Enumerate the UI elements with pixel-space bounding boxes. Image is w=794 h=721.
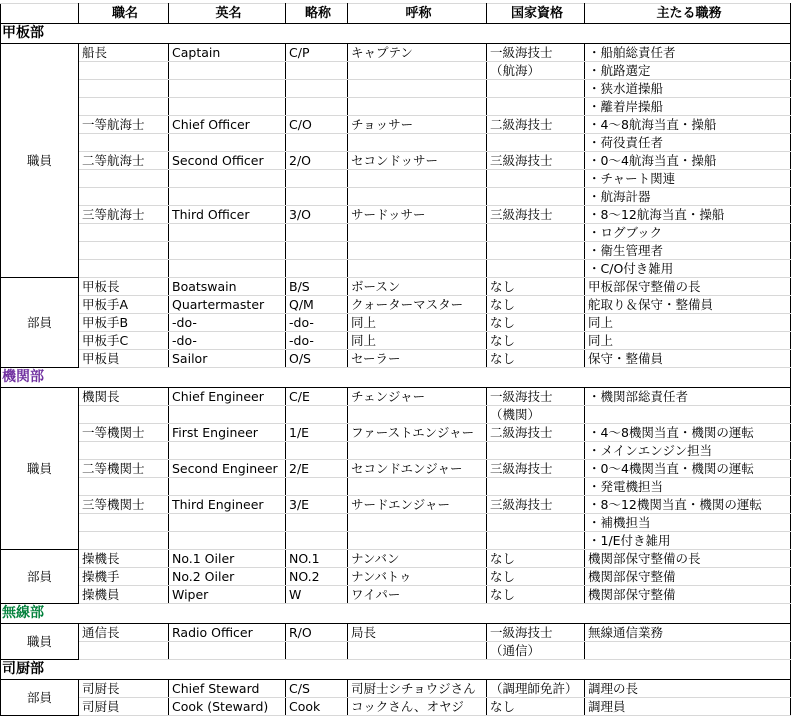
abbreviation <box>286 134 348 152</box>
nickname <box>348 406 487 424</box>
duty: ・C/O付き雑用 <box>585 260 791 278</box>
english-name: Wiper <box>169 586 286 604</box>
duty: 機関部保守整備 <box>585 586 791 604</box>
english-name <box>169 532 286 550</box>
nickname <box>348 514 487 532</box>
staff-category: 職員 <box>1 624 79 660</box>
table-row <box>1 224 791 242</box>
abbreviation <box>286 532 348 550</box>
english-name: No.1 Oiler <box>169 550 286 568</box>
license <box>487 188 585 206</box>
position-title <box>79 478 169 496</box>
table-row <box>1 496 791 514</box>
duty: 同上 <box>585 332 791 350</box>
duty: ・補機担当 <box>585 514 791 532</box>
department-name: 無線部 <box>1 604 791 624</box>
department-row <box>1 660 791 680</box>
license <box>487 514 585 532</box>
position-title: 操機手 <box>79 568 169 586</box>
header-nickname: 呼称 <box>348 4 487 24</box>
license <box>487 260 585 278</box>
nickname: コックさん、オヤジ <box>348 698 487 716</box>
duty: ・離着岸操船 <box>585 98 791 116</box>
license: なし <box>487 586 585 604</box>
abbreviation: C/S <box>286 680 348 698</box>
english-name <box>169 188 286 206</box>
license: なし <box>487 350 585 368</box>
nickname: ナンバン <box>348 550 487 568</box>
position-title <box>79 406 169 424</box>
license <box>487 224 585 242</box>
license: なし <box>487 550 585 568</box>
department-row <box>1 604 791 624</box>
table-row <box>1 98 791 116</box>
license: 二級海技士 <box>487 116 585 134</box>
table-row <box>1 350 791 368</box>
abbreviation: C/O <box>286 116 348 134</box>
license: （調理師免許） <box>487 680 585 698</box>
abbreviation: C/P <box>286 44 348 62</box>
position-title <box>79 260 169 278</box>
abbreviation <box>286 478 348 496</box>
department-name: 機関部 <box>1 368 791 388</box>
duty: ・発電機担当 <box>585 478 791 496</box>
nickname <box>348 80 487 98</box>
nickname <box>348 260 487 278</box>
english-name: Chief Engineer <box>169 388 286 406</box>
duty: ・荷役責任者 <box>585 134 791 152</box>
nickname: チェンジャー <box>348 388 487 406</box>
table-row <box>1 296 791 314</box>
english-name: -do- <box>169 332 286 350</box>
table-row <box>1 478 791 496</box>
table-row <box>1 332 791 350</box>
table-row <box>1 260 791 278</box>
license: 三級海技士 <box>487 460 585 478</box>
table-row <box>1 242 791 260</box>
staff-category: 部員 <box>1 680 79 716</box>
english-name <box>169 62 286 80</box>
nickname: 局長 <box>348 624 487 642</box>
license <box>487 242 585 260</box>
abbreviation: R/O <box>286 624 348 642</box>
abbreviation <box>286 170 348 188</box>
position-title: 一等機関士 <box>79 424 169 442</box>
abbreviation: 2/E <box>286 460 348 478</box>
english-name: Second Engineer <box>169 460 286 478</box>
nickname <box>348 188 487 206</box>
abbreviation <box>286 98 348 116</box>
staff-category: 職員 <box>1 44 79 278</box>
position-title: 甲板員 <box>79 350 169 368</box>
duty: ・衛生管理者 <box>585 242 791 260</box>
position-title <box>79 642 169 660</box>
license: 三級海技士 <box>487 496 585 514</box>
license <box>487 98 585 116</box>
nickname <box>348 442 487 460</box>
position-title <box>79 442 169 460</box>
position-title: 三等航海士 <box>79 206 169 224</box>
license: なし <box>487 296 585 314</box>
header-abbr: 略称 <box>286 4 348 24</box>
abbreviation <box>286 62 348 80</box>
position-title: 二等機関士 <box>79 460 169 478</box>
license: 三級海技士 <box>487 152 585 170</box>
table-row <box>1 170 791 188</box>
nickname: セーラー <box>348 350 487 368</box>
abbreviation: 1/E <box>286 424 348 442</box>
english-name: Third Officer <box>169 206 286 224</box>
table-row <box>1 642 791 660</box>
duty: 調理員 <box>585 698 791 716</box>
nickname: セコンドッサー <box>348 152 487 170</box>
nickname: クォーターマスター <box>348 296 487 314</box>
english-name <box>169 260 286 278</box>
english-name: Radio Officer <box>169 624 286 642</box>
table-row <box>1 80 791 98</box>
duty: ・4～8機関当直・機関の運転 <box>585 424 791 442</box>
nickname <box>348 62 487 80</box>
nickname: ファーストエンジャー <box>348 424 487 442</box>
header-duties: 主たる職務 <box>585 4 791 24</box>
abbreviation: B/S <box>286 278 348 296</box>
table-row <box>1 152 791 170</box>
duty <box>585 406 791 424</box>
license: 一級海技士 <box>487 388 585 406</box>
abbreviation <box>286 242 348 260</box>
license: （航海） <box>487 62 585 80</box>
license: （機関） <box>487 406 585 424</box>
position-title <box>79 62 169 80</box>
english-name <box>169 80 286 98</box>
header-category <box>1 4 79 24</box>
abbreviation: 3/O <box>286 206 348 224</box>
table-row <box>1 442 791 460</box>
table-row <box>1 424 791 442</box>
position-title <box>79 514 169 532</box>
abbreviation <box>286 514 348 532</box>
license: 一級海技士 <box>487 44 585 62</box>
duty: 舵取り＆保守・整備員 <box>585 296 791 314</box>
nickname: ナンバトゥ <box>348 568 487 586</box>
duty: ・0～4機関当直・機関の運転 <box>585 460 791 478</box>
table-row <box>1 680 791 698</box>
table-row <box>1 188 791 206</box>
abbreviation: Cook <box>286 698 348 716</box>
abbreviation: Q/M <box>286 296 348 314</box>
english-name: Boatswain <box>169 278 286 296</box>
english-name <box>169 242 286 260</box>
english-name: Third Engineer <box>169 496 286 514</box>
duty: ・チャート関連 <box>585 170 791 188</box>
position-title: 二等航海士 <box>79 152 169 170</box>
position-title: 通信長 <box>79 624 169 642</box>
nickname: キャプテン <box>348 44 487 62</box>
position-title: 船長 <box>79 44 169 62</box>
duty: ・4～8航海当直・操船 <box>585 116 791 134</box>
abbreviation: C/E <box>286 388 348 406</box>
duty: ・8～12航海当直・操船 <box>585 206 791 224</box>
table-row <box>1 134 791 152</box>
table-row <box>1 406 791 424</box>
table-row <box>1 514 791 532</box>
position-title <box>79 170 169 188</box>
position-title: 操機員 <box>79 586 169 604</box>
english-name <box>169 478 286 496</box>
position-title: 甲板手C <box>79 332 169 350</box>
nickname <box>348 242 487 260</box>
position-title: 機関長 <box>79 388 169 406</box>
abbreviation: W <box>286 586 348 604</box>
position-title: 操機長 <box>79 550 169 568</box>
nickname <box>348 478 487 496</box>
license: なし <box>487 568 585 586</box>
english-name: Second Officer <box>169 152 286 170</box>
staff-category: 部員 <box>1 278 79 368</box>
table-row <box>1 698 791 716</box>
duty: ・ログブック <box>585 224 791 242</box>
english-name: Quartermaster <box>169 296 286 314</box>
abbreviation <box>286 442 348 460</box>
nickname: ボースン <box>348 278 487 296</box>
table-row <box>1 314 791 332</box>
table-row <box>1 550 791 568</box>
english-name: Captain <box>169 44 286 62</box>
english-name <box>169 98 286 116</box>
abbreviation: NO.2 <box>286 568 348 586</box>
nickname: ワイパー <box>348 586 487 604</box>
english-name <box>169 642 286 660</box>
duty: 調理の長 <box>585 680 791 698</box>
table-row <box>1 388 791 406</box>
abbreviation: 3/E <box>286 496 348 514</box>
staff-category: 職員 <box>1 388 79 550</box>
duty: ・船舶総責任者 <box>585 44 791 62</box>
license <box>487 478 585 496</box>
abbreviation <box>286 260 348 278</box>
english-name <box>169 442 286 460</box>
abbreviation <box>286 642 348 660</box>
license <box>487 80 585 98</box>
duty: ・0～4航海当直・操船 <box>585 152 791 170</box>
abbreviation: O/S <box>286 350 348 368</box>
duty: ・1/E付き雑用 <box>585 532 791 550</box>
english-name <box>169 134 286 152</box>
position-title: 司厨長 <box>79 680 169 698</box>
nickname: サードエンジャー <box>348 496 487 514</box>
position-title <box>79 80 169 98</box>
license <box>487 134 585 152</box>
crew-table <box>0 3 791 716</box>
header-english: 英名 <box>169 4 286 24</box>
nickname <box>348 134 487 152</box>
nickname <box>348 642 487 660</box>
abbreviation: 2/O <box>286 152 348 170</box>
table-row <box>1 62 791 80</box>
duty: ・8～12機関当直・機関の運転 <box>585 496 791 514</box>
nickname: サードッサー <box>348 206 487 224</box>
position-title: 甲板手B <box>79 314 169 332</box>
nickname: 同上 <box>348 332 487 350</box>
position-title <box>79 188 169 206</box>
duty: 機関部保守整備 <box>585 568 791 586</box>
department-name: 甲板部 <box>1 24 791 44</box>
duty: 同上 <box>585 314 791 332</box>
department-row <box>1 368 791 388</box>
duty: 機関部保守整備の長 <box>585 550 791 568</box>
department-row <box>1 24 791 44</box>
english-name: Sailor <box>169 350 286 368</box>
position-title: 三等機関士 <box>79 496 169 514</box>
duty: ・航路選定 <box>585 62 791 80</box>
license: 三級海技士 <box>487 206 585 224</box>
table-row <box>1 624 791 642</box>
abbreviation <box>286 80 348 98</box>
table-row <box>1 278 791 296</box>
nickname <box>348 170 487 188</box>
english-name: Chief Steward <box>169 680 286 698</box>
duty <box>585 642 791 660</box>
table-row <box>1 586 791 604</box>
duty: 無線通信業務 <box>585 624 791 642</box>
position-title <box>79 532 169 550</box>
english-name <box>169 224 286 242</box>
license <box>487 442 585 460</box>
position-title: 司厨員 <box>79 698 169 716</box>
position-title <box>79 134 169 152</box>
abbreviation <box>286 188 348 206</box>
nickname: 司厨士シチョウジさん <box>348 680 487 698</box>
duty: 保守・整備員 <box>585 350 791 368</box>
table-row <box>1 44 791 62</box>
nickname <box>348 224 487 242</box>
nickname: 同上 <box>348 314 487 332</box>
position-title: 甲板手A <box>79 296 169 314</box>
license: なし <box>487 278 585 296</box>
nickname: セコンドエンジャー <box>348 460 487 478</box>
english-name: No.2 Oiler <box>169 568 286 586</box>
license: なし <box>487 314 585 332</box>
department-name: 司厨部 <box>1 660 791 680</box>
nickname <box>348 532 487 550</box>
english-name <box>169 514 286 532</box>
english-name <box>169 406 286 424</box>
header-row <box>1 4 791 24</box>
position-title: 甲板長 <box>79 278 169 296</box>
table-row <box>1 116 791 134</box>
abbreviation: -do- <box>286 332 348 350</box>
duty: 甲板部保守整備の長 <box>585 278 791 296</box>
abbreviation: -do- <box>286 314 348 332</box>
license: （通信） <box>487 642 585 660</box>
license: 一級海技士 <box>487 624 585 642</box>
english-name: -do- <box>169 314 286 332</box>
abbreviation <box>286 406 348 424</box>
duty: ・メインエンジン担当 <box>585 442 791 460</box>
staff-category: 部員 <box>1 550 79 604</box>
crew-table-body <box>1 24 791 716</box>
english-name: First Engineer <box>169 424 286 442</box>
position-title <box>79 224 169 242</box>
license <box>487 170 585 188</box>
license: なし <box>487 698 585 716</box>
table-row <box>1 460 791 478</box>
abbreviation <box>286 224 348 242</box>
abbreviation: NO.1 <box>286 550 348 568</box>
english-name: Cook (Steward) <box>169 698 286 716</box>
nickname <box>348 98 487 116</box>
header-title: 職名 <box>79 4 169 24</box>
license: なし <box>487 332 585 350</box>
position-title <box>79 98 169 116</box>
license: 二級海技士 <box>487 424 585 442</box>
english-name: Chief Officer <box>169 116 286 134</box>
position-title <box>79 242 169 260</box>
duty: ・航海計器 <box>585 188 791 206</box>
license <box>487 532 585 550</box>
header-license: 国家資格 <box>487 4 585 24</box>
table-row <box>1 206 791 224</box>
duty: ・狭水道操船 <box>585 80 791 98</box>
table-row <box>1 532 791 550</box>
duty: ・機関部総責任者 <box>585 388 791 406</box>
position-title: 一等航海士 <box>79 116 169 134</box>
english-name <box>169 170 286 188</box>
table-row <box>1 568 791 586</box>
nickname: チョッサー <box>348 116 487 134</box>
